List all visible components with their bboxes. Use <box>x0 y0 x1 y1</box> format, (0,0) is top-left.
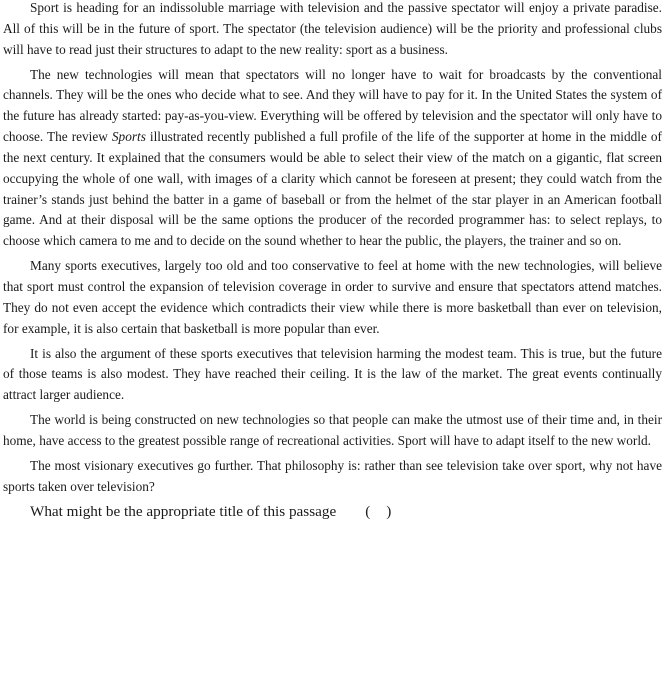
paragraph-p4 <box>3 344 662 407</box>
blank-open-paren: ( <box>365 503 371 521</box>
question-text: What might be the appropriate title of this passage <box>30 503 337 521</box>
paragraph-text: It is also the argument of these sports executives that television harming the modest team. This is true, but the future of those teams is also modest. They have reached their ceiling. It is the law of the market. The great events continually attract larger audience. <box>3 345 662 403</box>
paragraph-text: The most visionary executives go further. That philosophy is: rather than see television take over sport, why not have sports taken over television? <box>3 457 662 494</box>
paragraph-p3 <box>3 256 662 339</box>
paragraph-text: The world is being constructed on new technologies so that people can make the utmost use of their time and, in their home, have access to the greatest possible range of recreational activities. Sport will have to adapt itself to the new world. <box>3 412 662 448</box>
paragraph-text: Sport is heading for an indissoluble marriage with television and the passive spectator will enjoy a private paradise. All of this will be in the future of sport. The spectator (the television audience) will be the priority and professional clubs will have to read just their structures to adapt to the new reality: sport as a business. <box>3 0 662 57</box>
question <box>3 501 662 523</box>
paragraph-p2 <box>3 65 662 253</box>
blank-close-paren: ) <box>386 503 392 521</box>
italic-title: Sports <box>111 129 146 145</box>
paragraph-p5 <box>3 410 662 452</box>
answer-blank[interactable] <box>338 501 391 523</box>
paragraph-text: Many sports executives, largely too old and too conservative to feel at home with the new technologies, will believe that sport must control the expansion of television coverage in order to survive and ensure that spectators attend matches. They do not even accept the evidence which contradicts their view while there is more basketball than ever on television, for example, it is also certain that basketball is more popular than ever. <box>3 258 662 336</box>
paragraph-text: illustrated recently published a full profile of the life of the supporter at home in the middle of the next century. It explained that the consumers would be able to select their view of the match on a gigantic, flat screen occupying the whole of one wall, with images of a clarity which cannot be foreseen at present; they could watch from the trainer’s stands just behind the batter in a game of baseball or from the helmet of the star player in an American football game. And at their disposal will be the same options the producer of the recorded programmer has: to select replays, to choose which camera to me and to decide on the sound whether to hear the public, the players, the trainer and so on. <box>3 129 662 249</box>
paragraph-text: The new technologies will mean that spectators will no longer have to wait for broadcasts by the conventional channels. They will be the ones who decide what to see. And they will have to pay for it. In the United States the system of the future has already started: pay-as-you-view. Everything will be offered by television and the spectator will only have to choose. The review <box>3 66 662 145</box>
passage <box>3 0 662 497</box>
paragraph-p1 <box>3 0 662 61</box>
paragraph-p6 <box>3 456 662 498</box>
